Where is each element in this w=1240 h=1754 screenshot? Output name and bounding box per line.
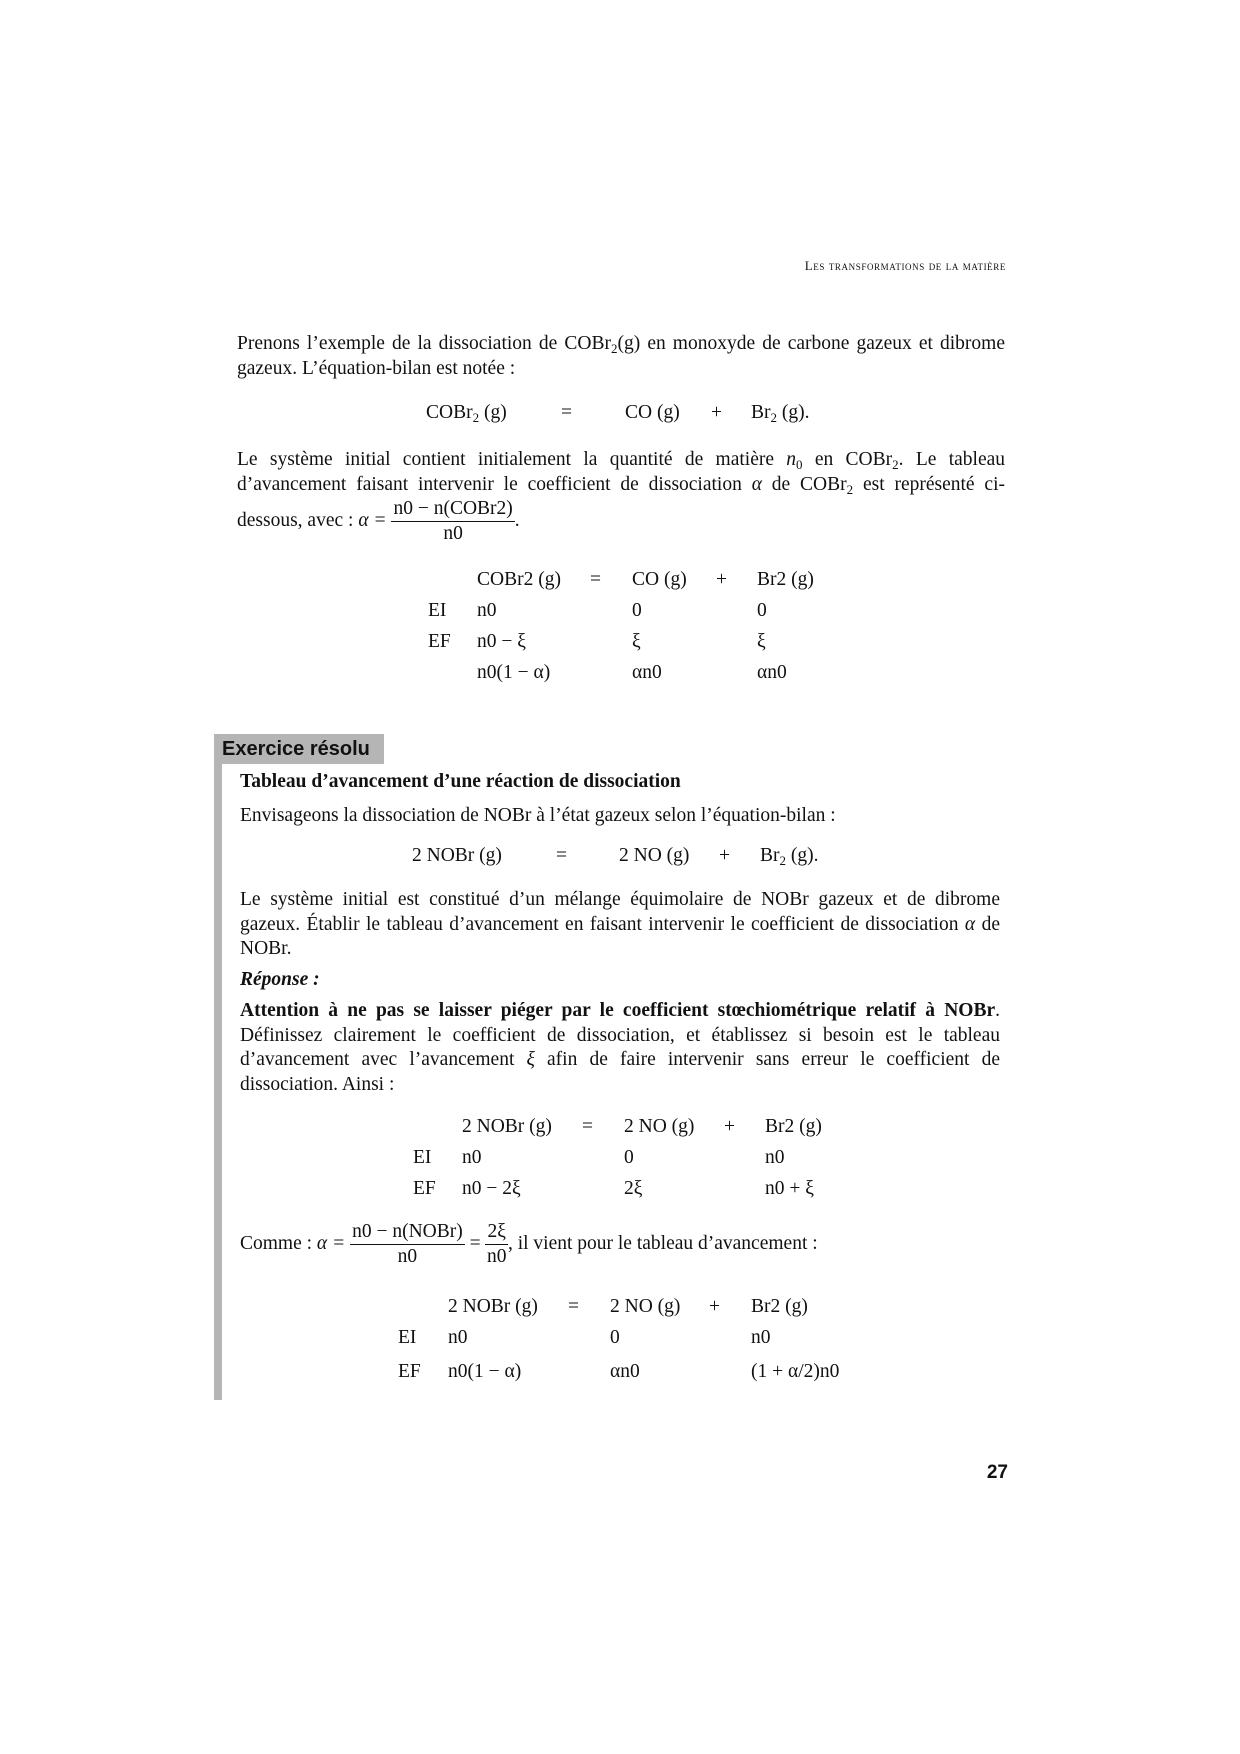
row-label: EF (428, 631, 451, 652)
table-cell: n0(1 − α) (448, 1361, 522, 1382)
table-header-cell: = (590, 569, 601, 590)
page-number: 27 (986, 1462, 1008, 1483)
table-cell: 0 (610, 1327, 620, 1348)
table-cell: 0 (624, 1147, 634, 1168)
eq-reactant: COBr$_2$ (g) (426, 402, 507, 425)
exercise-label: Exercice résolu (214, 734, 384, 764)
row-label: EI (413, 1147, 432, 1168)
exercise-equation (0, 845, 1240, 875)
alpha-fraction-2: $\frac{2\xi}{n0}$ (486, 1221, 507, 1267)
text: (g) en monoxyde de carbone gazeux et dibrome gazeux. L’équation-bilan est notée : (237, 333, 1005, 379)
table-cell: ξ (757, 631, 766, 652)
table-header-cell: Br2 (g) (751, 1296, 808, 1317)
intro-paragraph-2: Le système initial contient initialement la quantité de matière $n_0$ en COBr$_2$. Le tableau d’avancement faisant intervenir le coefficient de dissociation α de COBr$_2$ est représenté ci-dessous, avec : α = $\frac{\text{n0 − n(COBr2)}}{n0}$ . (237, 449, 1005, 544)
eq-equals: = (561, 402, 572, 423)
table-cell: n0 + ξ (765, 1178, 814, 1199)
table-header-cell: + (716, 569, 727, 590)
table-header-cell: 2 NOBr (g) (448, 1296, 538, 1317)
table-cell: 0 (757, 600, 767, 621)
table-cell: 0 (632, 600, 642, 621)
table-cell: αn0 (632, 662, 662, 683)
table-cell: n0 − 2ξ (462, 1178, 521, 1199)
alpha-relation: Comme : α = $\frac{\text{n0 − n(NOBr)}}{n0}$ = $\frac{2\xi}{n0}$ , il vient pour le tableau d’avancement : (240, 1221, 818, 1267)
table-cell: n0 − ξ (477, 631, 526, 652)
table-header-cell: + (709, 1296, 720, 1317)
eq-plus: + (711, 402, 722, 423)
table-header-cell: 2 NO (g) (624, 1116, 695, 1137)
answer-label: Réponse : (240, 969, 320, 990)
eq-reactant: 2 NOBr (g) (412, 845, 502, 866)
row-label: EF (398, 1361, 421, 1382)
exercise-statement-1: Envisageons la dissociation de NOBr à l’état gazeux selon l’équation-bilan : (240, 805, 836, 826)
table-cell: (1 + α/2)n0 (751, 1361, 840, 1382)
eq-equals: = (556, 845, 567, 866)
subscript: 2 (610, 341, 618, 356)
alpha-fraction-1: $\frac{\text{n0 − n(NOBr)}}{n0}$ (352, 1221, 463, 1267)
answer-explanation: Attention à ne pas se laisser piéger par le coefficient stœchiométrique relatif à NOBr. Définissez clairement le coefficient de dissociation, et établissez si besoin est le tableau d’avancement avec l’avancement ξ afin de faire intervenir sans erreur le coefficient de dissociation. Ainsi : (240, 1000, 1000, 1095)
table-cell: αn0 (610, 1361, 640, 1382)
eq-product-2: $Br_2$ (g). (751, 402, 810, 425)
intro-equation (0, 402, 1240, 432)
intro-paragraph-1 (237, 332, 1005, 381)
eq-product-2: $Br_2$ (g). (760, 845, 819, 868)
alpha-definition-lhs: α = (358, 509, 387, 531)
table-cell: n0 (751, 1327, 771, 1348)
table-cell: n0 (765, 1147, 785, 1168)
table-header-cell: COBr2 (g) (477, 569, 561, 590)
text: Prenons l’exemple de la dissociation de COBr (237, 333, 611, 354)
table-header-cell: 2 NO (g) (610, 1296, 681, 1317)
table-header-cell: = (568, 1296, 579, 1317)
table-header-cell: + (724, 1116, 735, 1137)
eq-product-1: 2 NO (g) (619, 845, 690, 866)
table-cell: n0 (477, 600, 497, 621)
table-cell: 2ξ (624, 1178, 643, 1199)
table-header-cell: 2 NOBr (g) (462, 1116, 552, 1137)
table-cell: ξ (632, 631, 641, 652)
row-label: EF (413, 1178, 436, 1199)
table-cell: n0 (448, 1327, 468, 1348)
running-header: Les transformations de la matière (804, 258, 1006, 273)
alpha-definition-fraction: $\frac{\text{n0 − n(COBr2)}}{n0}$ (393, 498, 513, 544)
row-label: EI (428, 600, 447, 621)
row-label: EI (398, 1327, 417, 1348)
eq-plus: + (719, 845, 730, 866)
table-cell: αn0 (757, 662, 787, 683)
table-header-cell: = (582, 1116, 593, 1137)
table-header-cell: CO (g) (632, 569, 687, 590)
table-header-cell: Br2 (g) (765, 1116, 822, 1137)
table-header-cell: Br2 (g) (757, 569, 814, 590)
eq-product-1: CO (g) (625, 402, 680, 423)
exercise-title: Tableau d’avancement d’une réaction de dissociation (240, 771, 681, 792)
table-cell: n0 (462, 1147, 482, 1168)
exercise-statement-2: Le système initial est constitué d’un mélange équimolaire de NOBr gazeux et de dibrome gazeux. Établir le tableau d’avancement en faisant intervenir le coefficient de dissociation α de NOBr. (240, 889, 1000, 959)
table-cell: n0(1 − α) (477, 662, 551, 683)
